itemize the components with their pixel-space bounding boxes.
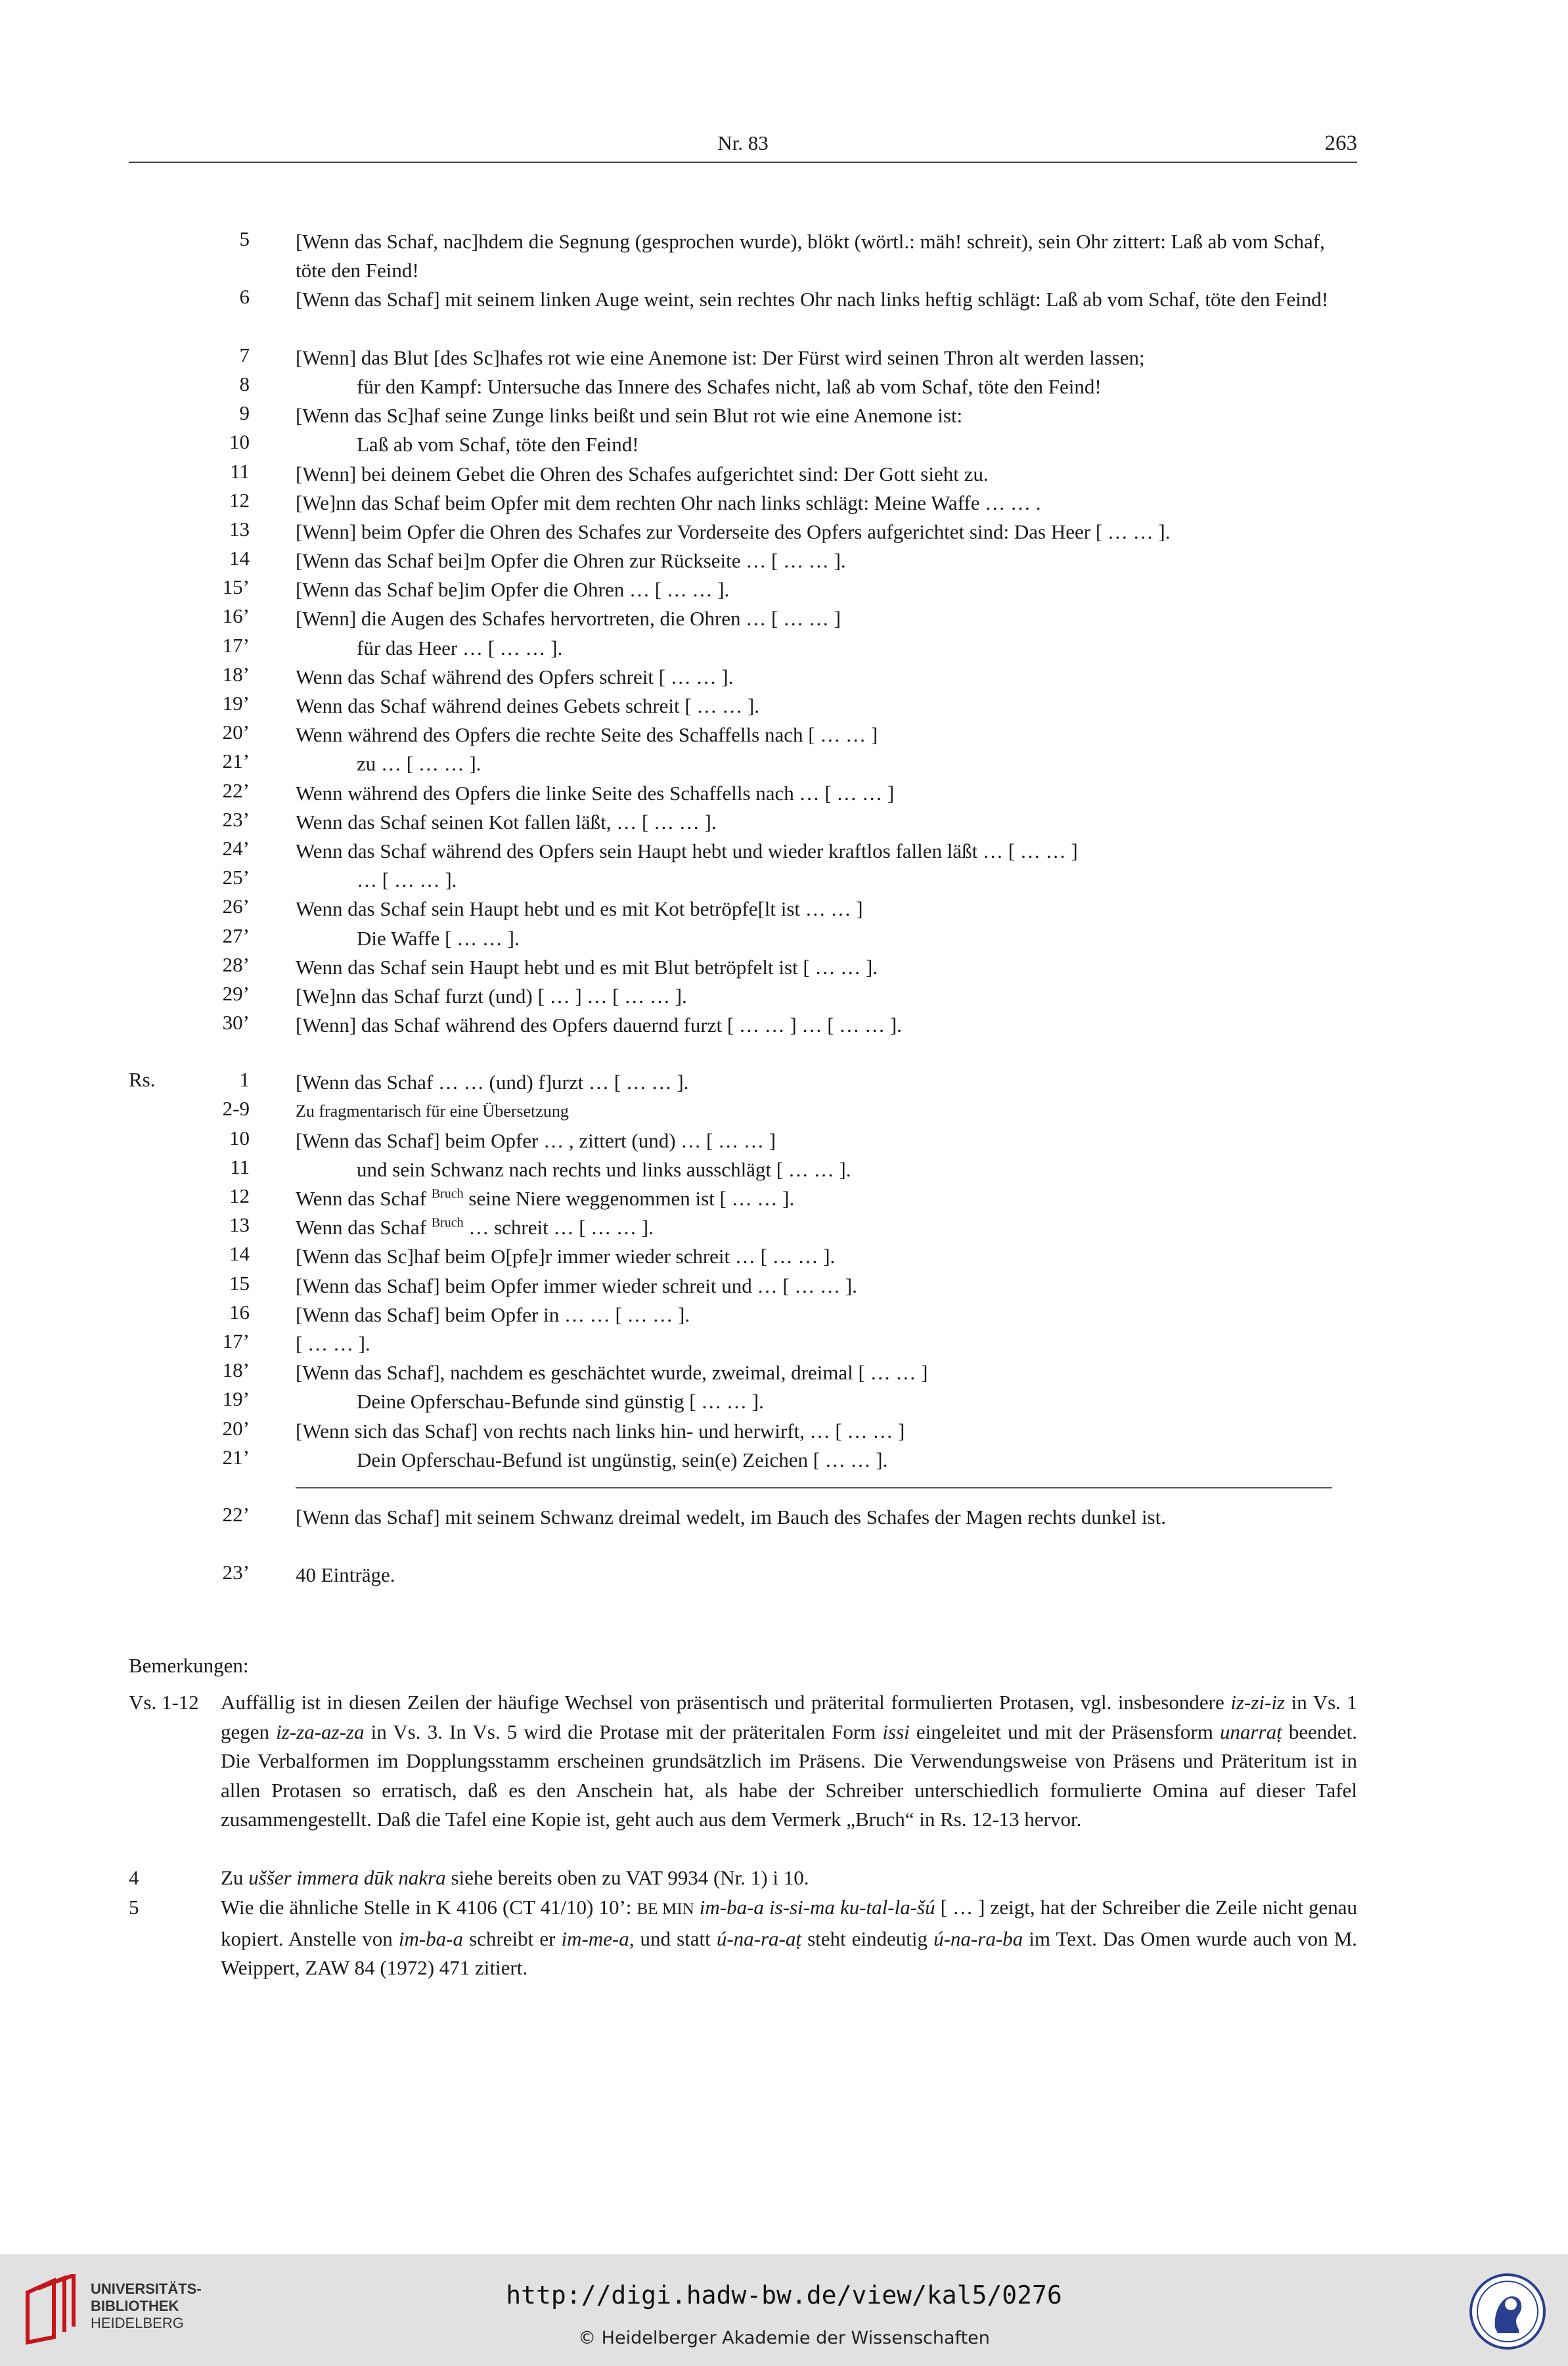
footer-bar: [0, 2254, 1568, 2366]
line-number: 5: [239, 227, 250, 250]
line-number: 25’: [222, 866, 250, 889]
line-text: [Wenn das Schaf, nac]hdem die Segnung (gesprochen wurde), blökt (wörtl.: mäh! schreit), sein Ohr zittert: Laß ab vom Schaf, töte den Feind!: [296, 230, 1325, 282]
line-obv-27: [0, 924, 1568, 953]
akkadian-term: issi: [882, 1720, 910, 1743]
remark-text: [221, 1688, 1357, 1835]
line-number: 30’: [222, 1011, 250, 1035]
line-obv-21: [0, 749, 1568, 778]
akkadian-term: im-ba-a is-si-ma ku-tal-la-šú: [699, 1896, 935, 1919]
line-obv-22: [0, 779, 1568, 808]
line-obv-16: [0, 604, 1568, 633]
line-text: Wenn während des Opfers die linke Seite des Schaffells nach … [ … … ]: [296, 781, 895, 805]
line-number: 7: [239, 343, 250, 367]
line-obv-15: [0, 575, 1568, 604]
line-number: 19’: [222, 692, 250, 715]
line-number: 13: [229, 517, 250, 541]
line-number: 14: [229, 1242, 250, 1266]
line-obv-26: [0, 895, 1568, 924]
line-number: 18’: [222, 1358, 250, 1382]
line-number: 17’: [222, 1329, 250, 1352]
line-text: [296, 1184, 1360, 1213]
line-obv-7: [0, 344, 1568, 372]
line-text: [Wenn] beim Opfer die Ohren des Schafes zur Vorderseite des Opfers aufgerichtet sind: Das Heer [ … … ].: [296, 520, 1171, 543]
line-text: [ … … ].: [296, 1331, 370, 1355]
page-number: 263: [1324, 131, 1357, 155]
line-text-post: … schreit … [ … … ].: [463, 1216, 654, 1239]
akkadian-term: iz-za-az-za: [276, 1720, 365, 1743]
remark-text-part: beendet. Die Verbalformen im Dopplungsstamm erscheinen grundsätzlich im Präsens. Die Verwendungsweise von Präsens und Präteritum ist in allen Protasen so erratisch, daß es den Anschein hat, als habe der Schreiber unterschiedlich formulierte Omina auf dieser Tafel zusammengestellt. Daß die Tafel eine Kopie ist, geht auch aus dem Vermerk „Bruch“ in Rs. 12-13 hervor.: [221, 1720, 1357, 1831]
line-number: 18’: [222, 662, 250, 686]
line-number: 15: [229, 1271, 250, 1295]
line-number: 29’: [222, 981, 250, 1005]
line-number: 14: [229, 547, 250, 570]
reverse-label: Rs.: [129, 1068, 156, 1092]
line-obv-17: [0, 634, 1568, 663]
akkadian-term: uššer immera dūk nakra: [248, 1866, 446, 1889]
line-number: 2-9: [222, 1097, 250, 1121]
line-number: 16: [229, 1300, 250, 1324]
remark-text-part: Auffällig ist in diesen Zeilen der häufige Wechsel von präsentisch und präterital formulierten Protasen, vgl. insbesondere: [221, 1691, 1231, 1714]
copyright-notice: © Heidelberger Akademie der Wissenschaften: [578, 2328, 990, 2348]
line-text: und sein Schwanz nach rechts und links ausschlägt [ … … ].: [357, 1157, 851, 1181]
remark-text-part: [694, 1896, 700, 1919]
sumerogram: BE MIN: [637, 1900, 694, 1918]
line-text: Zu fragmentarisch für eine Übersetzung: [296, 1102, 569, 1121]
line-text: [Wenn das Schaf bei]m Opfer die Ohren zur Rückseite … [ … … ].: [296, 549, 846, 573]
remark-label: Vs. 1-12: [129, 1691, 199, 1714]
remark-text-part: steht eindeutig: [801, 1927, 934, 1950]
line-number: 19’: [222, 1387, 250, 1411]
line-text: … [ … … ].: [357, 868, 457, 892]
line-rev-22: [0, 1503, 1568, 1532]
line-text: [Wenn] das Blut [des Sc]hafes rot wie eine Anemone ist: Der Fürst wird seinen Thron alt werden lassen;: [296, 346, 1145, 369]
library-name-line: HEIDELBERG: [91, 2315, 184, 2331]
line-text: [Wenn das Schaf] mit seinem Schwanz dreimal wedelt, im Bauch des Schafes der Magen rechts dunkel ist.: [296, 1505, 1166, 1529]
line-rev-17: [0, 1329, 1568, 1358]
line-obv-30: [0, 1011, 1568, 1040]
remark-text: [221, 1893, 1357, 1983]
library-name-line: UNIVERSITÄTS-: [91, 2281, 202, 2297]
line-text: [Wenn] die Augen des Schafes hervortreten, die Ohren … [ … … ]: [296, 607, 841, 631]
akkadian-term: im-ba-a: [398, 1927, 464, 1950]
remark-text-part: Zu: [221, 1866, 249, 1889]
line-number: 15’: [222, 575, 250, 599]
line-obv-10: [0, 430, 1568, 459]
line-obv-24: [0, 837, 1568, 866]
line-obv-18: [0, 663, 1568, 692]
line-rev-10: [0, 1127, 1568, 1155]
line-text: [Wenn das Schaf] mit seinem linken Auge weint, sein rechtes Ohr nach links heftig schlägt: Laß ab vom Schaf, töte den Feind!: [296, 288, 1329, 311]
remark-text-part: Wie die ähnliche Stelle in K 4106 (CT 41/10) 10’:: [221, 1896, 637, 1919]
line-text: für das Heer … [ … … ].: [357, 636, 563, 659]
line-text-post: seine Niere weggenommen ist [ … … ].: [463, 1187, 795, 1211]
line-text: Die Waffe [ … … ].: [357, 926, 520, 950]
section-divider: [296, 1487, 1332, 1488]
running-title: Nr. 83: [717, 131, 769, 154]
line-obv-14: [0, 547, 1568, 575]
line-number: 10: [229, 430, 250, 454]
line-text: Dein Opferschau-Befund ist ungünstig, sein(e) Zeichen [ … … ].: [357, 1448, 888, 1471]
line-text: [We]nn das Schaf beim Opfer mit dem rechten Ohr nach links schlägt: Meine Waffe … … .: [296, 491, 1041, 514]
line-obv-19: [0, 692, 1568, 721]
bruch-note: Bruch: [431, 1215, 464, 1230]
line-number: 1: [239, 1068, 250, 1092]
line-obv-13: [0, 518, 1568, 547]
line-obv-12: [0, 489, 1568, 518]
line-obv-23: [0, 808, 1568, 837]
line-text: Wenn das Schaf während des Opfers schreit [ … … ].: [296, 665, 734, 688]
remark-text: [221, 1864, 1357, 1893]
permalink[interactable]: http://digi.hadw-bw.de/view/kal5/0276: [506, 2281, 1062, 2310]
line-text: zu … [ … … ].: [357, 752, 482, 776]
line-obv-6: [0, 285, 1568, 343]
line-text: [Wenn das Schaf] beim Opfer immer wieder schreit und … [ … … ].: [296, 1274, 857, 1297]
remark-text-part: und statt: [634, 1927, 717, 1950]
line-number: 20’: [222, 721, 250, 744]
line-number: 16’: [222, 604, 250, 628]
line-text: [We]nn das Schaf furzt (und) [ … ] … [ … … ].: [296, 984, 687, 1008]
line-text: für den Kampf: Untersuche das Innere des Schafes nicht, laß ab vom Schaf, töte den Feind!: [357, 374, 1102, 398]
line-text: Wenn das Schaf während des Opfers sein Haupt hebt und wieder kraftlos fallen läßt … [ … … ]: [296, 839, 1078, 862]
library-name-line: BIBLIOTHEK: [91, 2298, 179, 2314]
akkadian-term: iz-zi-iz: [1230, 1691, 1285, 1714]
line-text-pre: Wenn das Schaf: [296, 1216, 432, 1239]
line-obv-29: [0, 982, 1568, 1011]
remark-text-part: in Vs. 1 gegen: [221, 1691, 1357, 1743]
line-rev-18: [0, 1358, 1568, 1387]
remarks-heading: Bemerkungen:: [129, 1654, 249, 1677]
line-rev-21: [0, 1446, 1568, 1475]
line-text: [296, 1213, 1360, 1242]
line-number: 8: [239, 372, 250, 395]
line-obv-5: [0, 227, 1568, 285]
line-number: 17’: [222, 633, 250, 657]
line-text: [Wenn das Sc]haf seine Zunge links beißt und sein Blut rot wie eine Anemone ist:: [296, 404, 963, 428]
line-number: 12: [229, 488, 250, 512]
line-obv-25: [0, 866, 1568, 895]
line-number: 23’: [222, 807, 250, 831]
line-number: 11: [230, 1155, 250, 1178]
remark-text-part: im Text. Das Omen wurde auch von M. Weippert, ZAW 84 (1972) 471 zitiert.: [221, 1927, 1358, 1980]
line-text: [Wenn das Schaf] beim Opfer in … … [ … … ].: [296, 1303, 690, 1326]
line-rev-15: [0, 1272, 1568, 1301]
line-text: Deine Opferschau-Befunde sind günstig [ … … ].: [357, 1390, 764, 1414]
remark-text-part: siehe bereits oben zu VAT 9934 (Nr. 1) i 10.: [445, 1866, 809, 1889]
line-number: 6: [239, 285, 250, 309]
line-rev-11: [0, 1155, 1568, 1184]
line-number: 28’: [222, 952, 250, 976]
line-rev-19: [0, 1387, 1568, 1416]
line-number: 20’: [222, 1416, 250, 1440]
academy-seal-icon: [1469, 2273, 1546, 2350]
bruch-note: Bruch: [431, 1186, 464, 1201]
translation-lines: [0, 227, 1568, 1590]
line-rev-16: [0, 1301, 1568, 1329]
line-text: [Wenn das Schaf be]im Opfer die Ohren … [ … … ].: [296, 578, 730, 602]
line-obv-11: [0, 460, 1568, 489]
akkadian-term: im-me-a,: [561, 1927, 635, 1950]
line-number: 12: [229, 1184, 250, 1208]
line-text: Wenn das Schaf sein Haupt hebt und es mit Kot betröpfe[lt ist … … ]: [296, 897, 863, 921]
line-number: 13: [229, 1213, 250, 1237]
line-rev-13: [0, 1213, 1568, 1242]
line-rev-14: [0, 1242, 1568, 1271]
line-rev-2-9: [0, 1097, 1568, 1126]
line-text: Wenn das Schaf seinen Kot fallen läßt, … [ … … ].: [296, 810, 717, 834]
line-number: 11: [230, 459, 250, 483]
line-text: Wenn während des Opfers die rechte Seite des Schaffells nach [ … … ]: [296, 723, 878, 747]
line-rev-20: [0, 1417, 1568, 1446]
akkadian-term: ú-na-ra-ba: [933, 1927, 1023, 1950]
line-rev-12: [0, 1184, 1568, 1213]
line-number: 26’: [222, 895, 250, 918]
remark-text-part: [ … ] zeigt, hat der Schreiber die Zeile nicht genau kopiert. Anstelle von: [221, 1896, 1357, 1950]
line-text: Wenn das Schaf sein Haupt hebt und es mit Blut betröpfelt ist [ … … ].: [296, 955, 878, 979]
line-rev-1: [0, 1068, 1568, 1097]
line-number: 10: [229, 1126, 250, 1150]
line-text: [Wenn das Schaf … … (und) f]urzt … [ … … ].: [296, 1071, 689, 1094]
line-number: 22’: [222, 778, 250, 802]
page-header: [129, 131, 1357, 163]
akkadian-term: ú-na-ra-aṭ: [716, 1927, 801, 1950]
line-obv-9: [0, 401, 1568, 430]
line-text: [Wenn das Schaf], nachdem es geschächtet wurde, zweimal, dreimal [ … … ]: [296, 1361, 928, 1385]
line-number: 24’: [222, 836, 250, 860]
line-obv-20: [0, 721, 1568, 749]
line-obv-8: [0, 372, 1568, 401]
line-obv-28: [0, 953, 1568, 982]
line-number: 22’: [222, 1502, 250, 1526]
line-rev-23: [0, 1561, 1568, 1590]
line-text: [Wenn das Sc]haf beim O[pfe]r immer wieder schreit … [ … … ].: [296, 1245, 836, 1268]
remark-label: 4: [129, 1866, 139, 1889]
line-text: [Wenn] bei deinem Gebet die Ohren des Schafes aufgerichtet sind: Der Gott sieht zu.: [296, 462, 989, 485]
remark-label: 5: [129, 1896, 139, 1919]
remark-text-part: in Vs. 3. In Vs. 5 wird die Protase mit der präteritalen Form: [364, 1720, 883, 1743]
remark-text-part: schreibt er: [463, 1927, 562, 1950]
line-text: Laß ab vom Schaf, töte den Feind!: [357, 433, 639, 457]
akkadian-term: unarraṭ: [1219, 1720, 1282, 1743]
line-number: 21’: [222, 749, 250, 773]
line-text: [Wenn das Schaf] beim Opfer … , zittert (und) … [ … … ]: [296, 1128, 776, 1152]
line-text: [Wenn sich das Schaf] von rechts nach links hin- und herwirft, … [ … … ]: [296, 1419, 905, 1442]
line-number: 27’: [222, 924, 250, 947]
line-number: 21’: [222, 1445, 250, 1469]
line-text: [Wenn] das Schaf während des Opfers dauernd furzt [ … … ] … [ … … ].: [296, 1014, 902, 1037]
line-number: 9: [239, 401, 250, 425]
line-text-pre: Wenn das Schaf: [296, 1187, 432, 1211]
line-text: Wenn das Schaf während deines Gebets schreit [ … … ].: [296, 694, 759, 718]
line-text: 40 Einträge.: [296, 1563, 395, 1587]
line-number: 23’: [222, 1561, 250, 1584]
remark-text-part: eingeleitet und mit der Präsensform: [909, 1720, 1220, 1743]
